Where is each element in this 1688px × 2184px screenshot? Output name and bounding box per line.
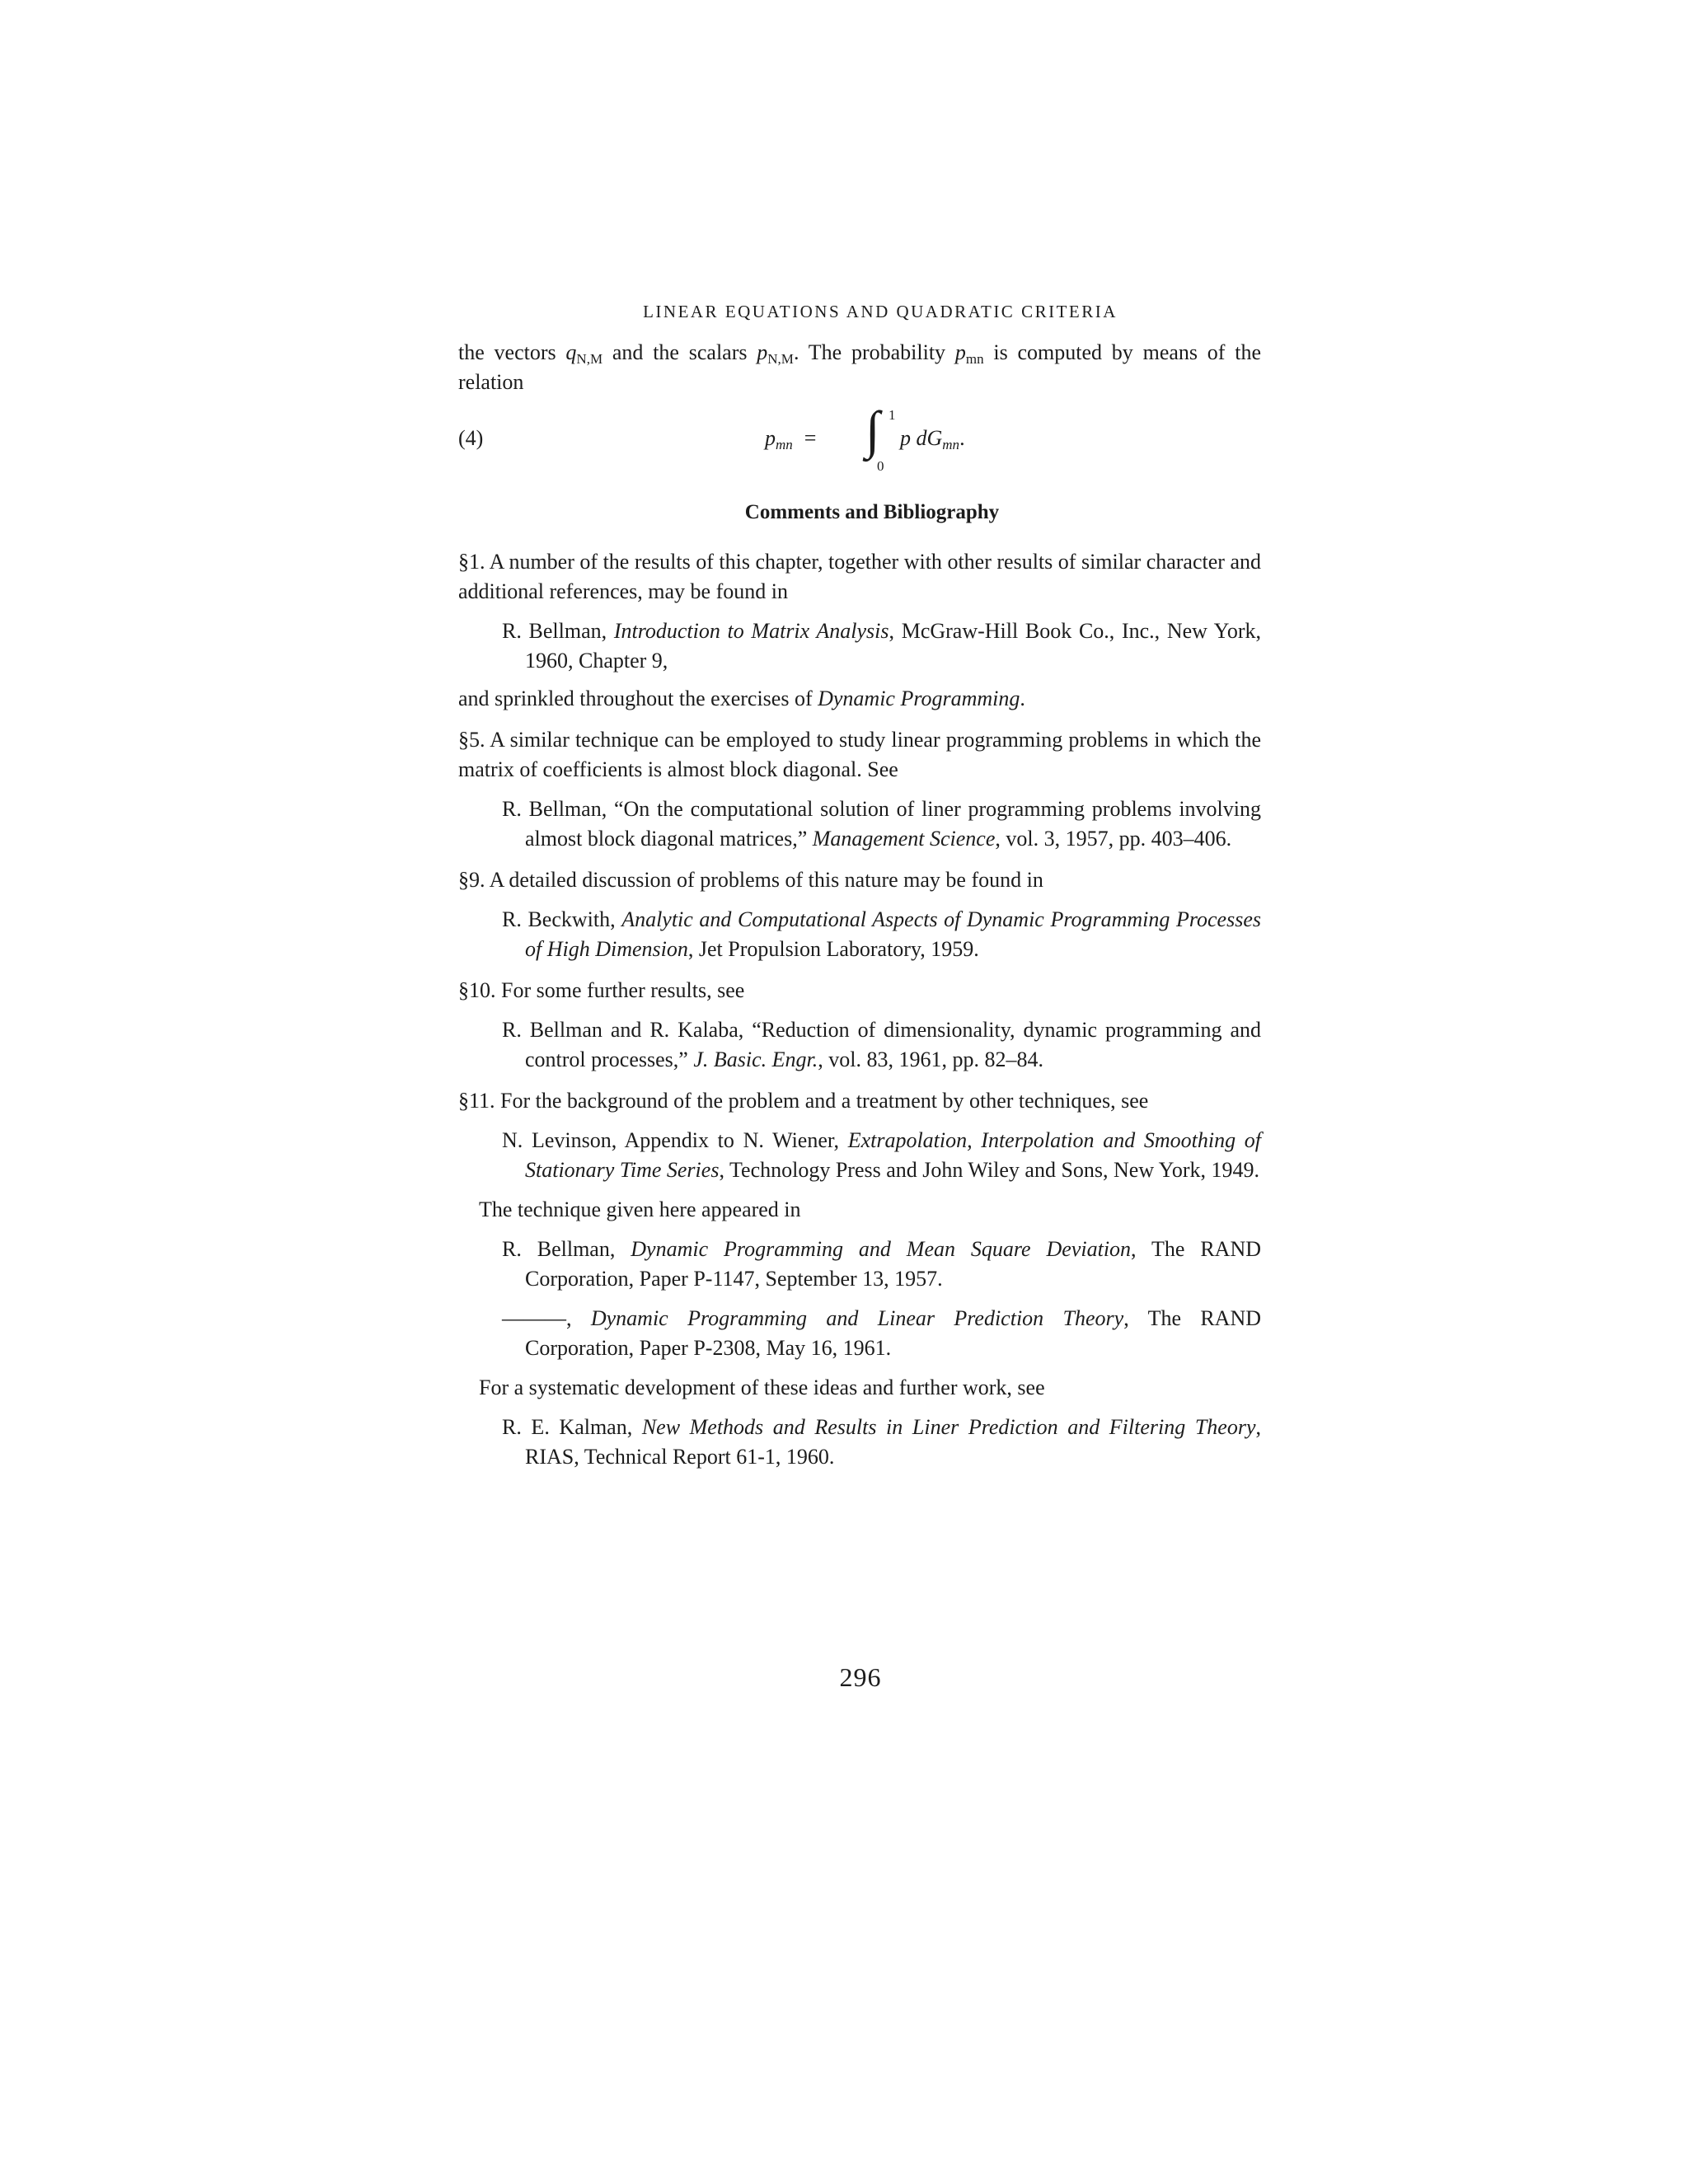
- bibliography-entry: R. E. Kalman, New Methods and Results in Liner Prediction and Filtering Theory, RIAS, Technical Report 61-1, 1960.: [502, 1415, 1261, 1469]
- comment-paragraph: §11. For the background of the problem and a treatment by other techniques, see: [458, 1089, 1149, 1113]
- comment-paragraph: §10. For some further results, see: [458, 978, 745, 1002]
- comment-continuation: and sprinkled throughout the exercises of Dynamic Programming.: [458, 687, 1025, 710]
- lower-limit: 0: [877, 458, 884, 474]
- note-further-work: For a systematic development of these ideas and further work, see: [479, 1376, 1045, 1399]
- bibliography-entry: R. Bellman and R. Kalaba, “Reduction of dimensionality, dynamic programming and control processes,” J. Basic. Engr., vol. 83, 1961, pp. 82–84.: [502, 1018, 1261, 1071]
- page-body: [458, 297, 1261, 1472]
- bibliography-entry: ———, Dynamic Programming and Linear Prediction Theory, The RAND Corporation, Paper P-2308, May 16, 1961.: [502, 1306, 1262, 1360]
- comment-paragraph: §9. A detailed discussion of problems of this nature may be found in: [458, 868, 1043, 892]
- refs-technique: [458, 1235, 1261, 1363]
- scalar-p: p: [757, 340, 768, 364]
- reference-title: Management Science: [812, 827, 996, 851]
- probability-pmn: p: [954, 340, 966, 364]
- intro-paragraph: the vectors $q_{N,M}$ and the scalars $p_{N,M}$. The probability $p_{mn}$ is computed by means of the relation: [458, 340, 1262, 394]
- reference-title: Extrapolation, Interpolation and Smoothing of Stationary Time Series: [525, 1128, 1261, 1182]
- reference-title: Dynamic Programming and Linear Prediction Theory: [590, 1306, 1124, 1330]
- integrand: p $dG_{mn}$.: [900, 426, 965, 452]
- section-heading: Comments and Bibliography: [744, 501, 1000, 523]
- note-technique: The technique given here appeared in: [479, 1197, 801, 1221]
- upper-limit: 1: [889, 407, 896, 423]
- page-number: 296: [839, 1662, 882, 1692]
- running-head: LINEAR EQUATIONS AND QUADRATIC CRITERIA: [643, 302, 1118, 321]
- comment-paragraph: §5. A similar technique can be employed to study linear programming problems in which the matrix of coefficients is almost block diagonal. See: [458, 728, 1261, 781]
- comment-paragraph: §1. A number of the results of this chapter, together with other results of similar character and additional references, may be found in: [458, 550, 1261, 603]
- reference-title: Analytic and Computational Aspects of Dynamic Programming Processes of High Dimension: [525, 907, 1261, 961]
- reference-title: J. Basic. Engr.: [693, 1047, 818, 1071]
- bibliography-entry: R. Bellman, Dynamic Programming and Mean Square Deviation, The RAND Corporation, Paper P-1147, September 13, 1957.: [502, 1237, 1261, 1291]
- equation-number: (4): [458, 426, 484, 450]
- reference-title: Dynamic Programming and Mean Square Deviation: [631, 1237, 1132, 1261]
- reference-title: New Methods and Results in Liner Prediction and Filtering Theory: [641, 1415, 1256, 1439]
- equation-4: (4) $p_{mn}$ = ∫ 1 0 p $dG_{mn}$.: [458, 402, 1261, 478]
- integral-sign: ∫: [865, 401, 880, 459]
- vector-q: q: [565, 340, 577, 364]
- bibliography-entry: N. Levinson, Appendix to N. Wiener, Extrapolation, Interpolation and Smoothing of Stationary Time Series, Technology Press and John Wiley and Sons, New York, 1949.: [502, 1128, 1261, 1182]
- bibliography-entry: R. Bellman, “On the computational solution of liner programming problems involving almost block diagonal matrices,” Management Science, vol. 3, 1957, pp. 403–406.: [502, 797, 1261, 851]
- bibliography-entry: R. Bellman, Introduction to Matrix Analysis, McGraw-Hill Book Co., Inc., New York, 1960, Chapter 9,: [502, 619, 1262, 673]
- comments-list: [458, 547, 1261, 1185]
- reference-title: Introduction to Matrix Analysis: [613, 619, 889, 643]
- refs-further-work: [458, 1413, 1261, 1472]
- bibliography-entry: R. Beckwith, Analytic and Computational Aspects of Dynamic Programming Processes of High Dimension, Jet Propulsion Laboratory, 1959.: [502, 907, 1261, 961]
